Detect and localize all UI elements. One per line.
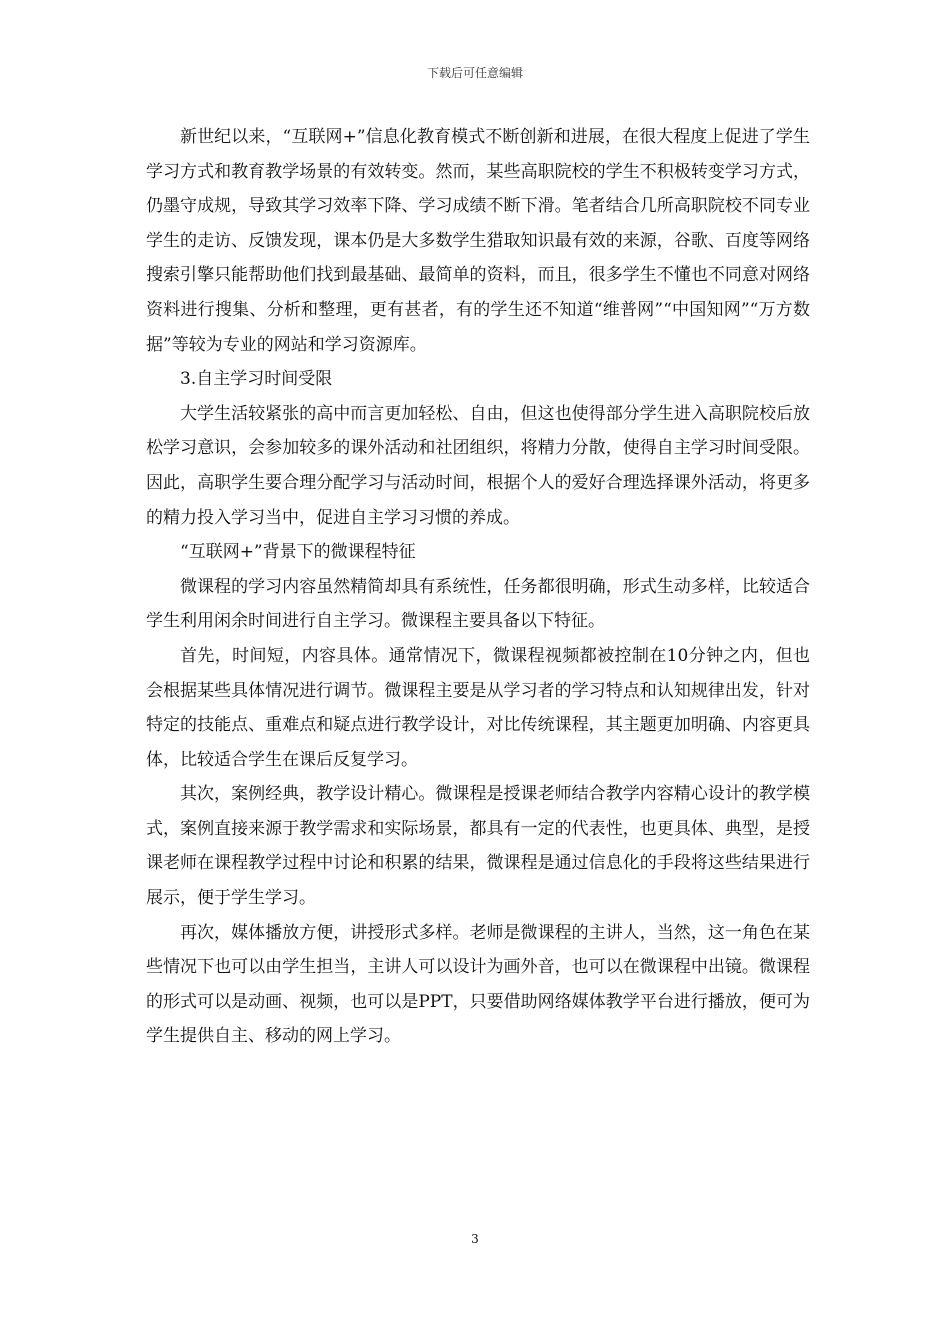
paragraph-2: 大学生活较紧张的高中而言更加轻松、自由，但这也使得部分学生进入高职院校后放松学习意识，会参加较多的课外活动和社团组织，将精力分散，使得自主学习时间受限。因此，高职学生要合理分配学习与活动时间，根据个人的爱好合理选择课外活动，将更多的精力投入学习当中，促进自主学习习惯的养成。 [146, 403, 810, 528]
page-header: 下载后可任意编辑 [426, 66, 523, 80]
document-body [146, 120, 810, 1054]
section-heading-micro-course: “互联网+”背景下的微课程特征 [180, 542, 416, 563]
section-heading-3: 3.自主学习时间受限 [180, 369, 333, 390]
paragraph-5: 其次，案例经典，教学设计精心。微课程是授课老师结合教学内容精心设计的教学模式，案例直接来源于教学需求和实际场景，都具有一定的代表性，也更具体、典型，是授课老师在课程教学过程中讨论和积累的结果，微课程是通过信息化的手段将这些结果进行展示，便于学生学习。 [146, 784, 810, 909]
paragraph-6: 再次，媒体播放方便，讲授形式多样。老师是微课程的主讲人，当然，这一角色在某些情况下也可以由学生担当，主讲人可以设计为画外音，也可以在微课程中出镜。微课程的形式可以是动画、视频，也可以是PPT，只要借助网络媒体教学平台进行播放，便可为学生提供自主、移动的网上学习。 [146, 922, 810, 1047]
page-number: 3 [471, 1232, 479, 1246]
paragraph-3: 微课程的学习内容虽然精简却具有系统性，任务都很明确，形式生动多样，比较适合学生利用闲余时间进行自主学习。微课程主要具备以下特征。 [146, 576, 810, 632]
paragraph-1: 新世纪以来，“互联网+”信息化教育模式不断创新和进展，在很大程度上促进了学生学习方式和教育教学场景的有效转变。然而，某些高职院校的学生不积极转变学习方式，仍墨守成规，导致其学习效率下降、学习成绩不断下滑。笔者结合几所高职院校不同专业学生的走访、反馈发现，课本仍是大多数学生猎取知识最有效的来源，谷歌、百度等网络搜索引擎只能帮助他们找到最基础、最简单的资料，而且，很多学生不懂也不同意对网络资料进行搜集、分析和整理，更有甚者，有的学生还不知道“维普网”“中国知网”“万方数据”等较为专业的网站和学习资源库。 [146, 127, 810, 355]
paragraph-4: 首先，时间短，内容具体。通常情况下，微课程视频都被控制在10分钟之内，但也会根据某些具体情况进行调节。微课程主要是从学习者的学习特点和认知规律出发，针对特定的技能点、重难点和疑点进行教学设计，对比传统课程，其主题更加明确、内容更具体，比较适合学生在课后反复学习。 [146, 645, 810, 770]
